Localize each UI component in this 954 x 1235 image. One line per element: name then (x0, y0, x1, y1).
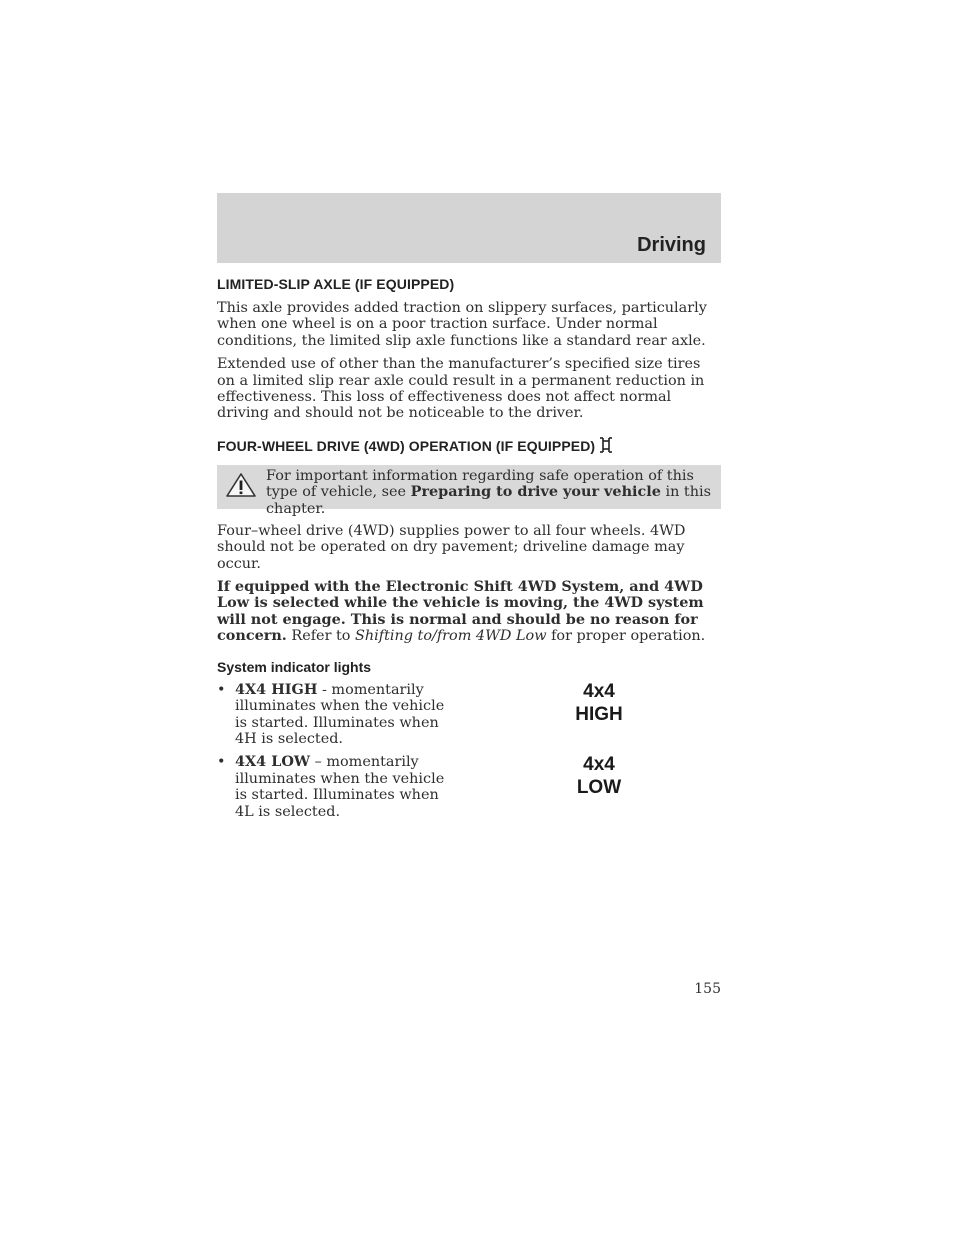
limited-slip-paragraph-1: This axle provides added traction on slippery surfaces, particularly when one wheel is on a poor traction surface. Under normal conditions, the limited slip axle functions like a standard rear axle. (217, 300, 707, 349)
limited-slip-heading: LIMITED-SLIP AXLE (IF EQUIPPED) (217, 276, 455, 292)
bullet: • (217, 754, 226, 771)
item-term: 4X4 HIGH (235, 680, 318, 698)
indicator-lights-section (217, 682, 721, 820)
4x4-low-indicator-symbol (552, 753, 646, 799)
list-item-4x4-high (217, 682, 457, 748)
list-item-4x4-low (217, 754, 457, 820)
bullet: • (217, 681, 226, 698)
warning-link-text: Preparing to drive your vehicle (410, 483, 661, 501)
four-wd-refer-text: Refer to (286, 628, 356, 645)
item-description: – momentarily illuminates when the vehicle is started. Illuminates when 4L is selected. (235, 754, 445, 820)
item-term: 4X4 LOW (235, 753, 311, 771)
four-wd-reference: Shifting to/from 4WD Low (355, 628, 547, 645)
4x4-high-indicator-symbol (552, 680, 646, 726)
symbol-line-2: HIGH (575, 703, 623, 725)
symbol-line-1: 4x4 (583, 753, 615, 775)
page-number: 155 (694, 981, 721, 997)
warning-box (217, 465, 721, 517)
symbol-line-1: 4x4 (583, 680, 615, 702)
page-content (217, 276, 721, 827)
warning-triangle-icon (225, 472, 257, 502)
chapter-title: Driving (637, 234, 706, 256)
four-wd-refer-end: for proper operation. (546, 628, 706, 645)
symbol-line-2: LOW (576, 776, 622, 798)
four-wd-paragraph-1: Four–wheel drive (4WD) supplies power to all four wheels. 4WD should not be operated on dry pavement; driveline damage may occur. (217, 522, 686, 572)
4wd-drivetrain-icon (599, 436, 613, 457)
four-wd-bold-notice: If equipped with the Electronic Shift 4WD System, and 4WD Low is selected while the vehicle is moving, the 4WD system will not engage. This is normal and should be no reason for concern. (217, 578, 704, 645)
indicator-list (217, 682, 457, 820)
warning-text (266, 468, 715, 517)
limited-slip-paragraph-2: Extended use of other than the manufacturer’s specified size tires on a limited slip rear axle could result in a permanent reduction in effectiveness. This loss of effectiveness does not affect normal driving and should not be noticeable to the driver. (217, 356, 705, 422)
four-wd-paragraph-2 (217, 579, 721, 645)
chapter-header (217, 193, 721, 263)
four-wd-heading (217, 436, 721, 457)
indicator-lights-heading: System indicator lights (217, 658, 372, 675)
item-description: - momentarily illuminates when the vehicle is started. Illuminates when 4H is selected. (235, 681, 445, 747)
warning-text-after: in this chapter. (266, 484, 711, 517)
four-wd-heading-text: FOUR-WHEEL DRIVE (4WD) OPERATION (IF EQUIPPED) (217, 437, 596, 454)
warning-text-before: For important information regarding safe operation of this type of vehicle, see (266, 467, 694, 501)
